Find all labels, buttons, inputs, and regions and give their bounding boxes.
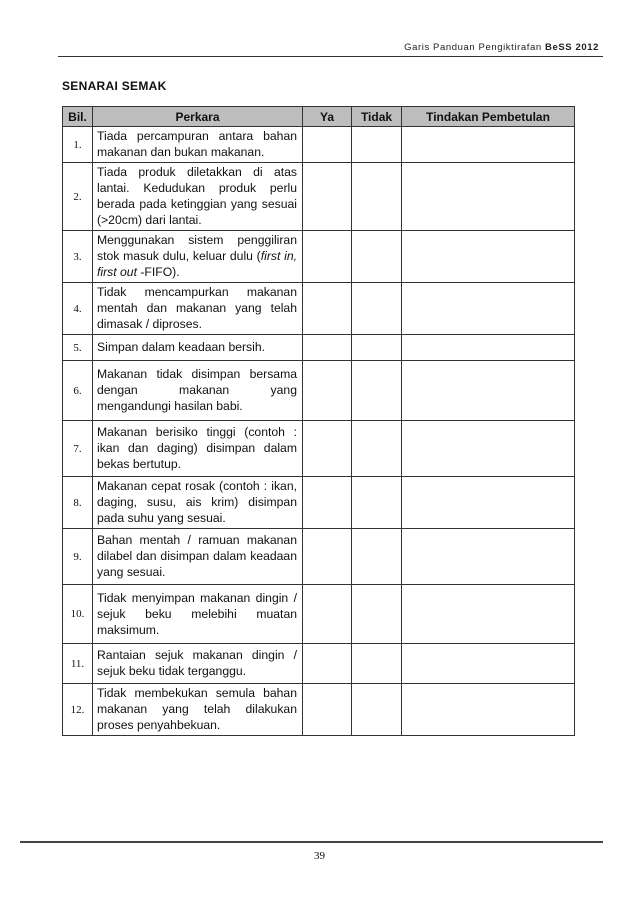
row-number: 3. bbox=[63, 231, 93, 283]
row-item-text: Tidak menyimpan makanan dingin / sejuk beku melebihi muatan maksimum. bbox=[93, 585, 303, 644]
footer-divider bbox=[20, 841, 603, 843]
tindakan-cell[interactable] bbox=[402, 684, 575, 736]
row-item-text: Makanan cepat rosak (contoh : ikan, daging, susu, ais krim) disimpan pada suhu yang sesuai. bbox=[93, 477, 303, 529]
tindakan-cell[interactable] bbox=[402, 529, 575, 585]
row-number: 7. bbox=[63, 421, 93, 477]
row-item-text: Simpan dalam keadaan bersih. bbox=[93, 335, 303, 361]
table-row bbox=[63, 477, 575, 529]
column-header-tidak: Tidak bbox=[352, 107, 402, 127]
row-number: 12. bbox=[63, 684, 93, 736]
tidak-cell[interactable] bbox=[352, 684, 402, 736]
tidak-cell[interactable] bbox=[352, 585, 402, 644]
tidak-cell[interactable] bbox=[352, 231, 402, 283]
table-row bbox=[63, 283, 575, 335]
header-title: Garis Panduan Pengiktirafan bbox=[404, 42, 545, 53]
row-number: 10. bbox=[63, 585, 93, 644]
ya-cell[interactable] bbox=[303, 283, 352, 335]
table-row bbox=[63, 163, 575, 231]
header-divider bbox=[58, 56, 603, 57]
row-number: 9. bbox=[63, 529, 93, 585]
tidak-cell[interactable] bbox=[352, 529, 402, 585]
table-row bbox=[63, 127, 575, 163]
page-number: 39 bbox=[314, 850, 325, 862]
tindakan-cell[interactable] bbox=[402, 335, 575, 361]
tindakan-cell[interactable] bbox=[402, 231, 575, 283]
table-row bbox=[63, 684, 575, 736]
row-item-text: Tidak membekukan semula bahan makanan yang telah dilakukan proses penyahbekuan. bbox=[93, 684, 303, 736]
tindakan-cell[interactable] bbox=[402, 361, 575, 421]
row-number: 11. bbox=[63, 644, 93, 684]
ya-cell[interactable] bbox=[303, 163, 352, 231]
row-number: 4. bbox=[63, 283, 93, 335]
ya-cell[interactable] bbox=[303, 684, 352, 736]
document-header bbox=[404, 42, 599, 53]
section-title: SENARAI SEMAK bbox=[62, 79, 167, 93]
ya-cell[interactable] bbox=[303, 361, 352, 421]
header-badge: BeSS 2012 bbox=[545, 42, 599, 53]
tidak-cell[interactable] bbox=[352, 163, 402, 231]
tindakan-cell[interactable] bbox=[402, 585, 575, 644]
tidak-cell[interactable] bbox=[352, 283, 402, 335]
ya-cell[interactable] bbox=[303, 585, 352, 644]
row-item-text: Makanan berisiko tinggi (contoh : ikan dan daging) disimpan dalam bekas bertutup. bbox=[93, 421, 303, 477]
row-item-text: Tiada percampuran antara bahan makanan dan bukan makanan. bbox=[93, 127, 303, 163]
table-row bbox=[63, 335, 575, 361]
ya-cell[interactable] bbox=[303, 335, 352, 361]
row-item-text: Makanan tidak disimpan bersama dengan makanan yang mengandungi hasilan babi. bbox=[93, 361, 303, 421]
ya-cell[interactable] bbox=[303, 644, 352, 684]
row-number: 2. bbox=[63, 163, 93, 231]
column-header-perkara: Perkara bbox=[93, 107, 303, 127]
ya-cell[interactable] bbox=[303, 127, 352, 163]
tidak-cell[interactable] bbox=[352, 421, 402, 477]
row-number: 1. bbox=[63, 127, 93, 163]
table-row bbox=[63, 361, 575, 421]
checklist-table bbox=[62, 106, 575, 736]
tidak-cell[interactable] bbox=[352, 335, 402, 361]
tindakan-cell[interactable] bbox=[402, 127, 575, 163]
tidak-cell[interactable] bbox=[352, 477, 402, 529]
row-number: 5. bbox=[63, 335, 93, 361]
tindakan-cell[interactable] bbox=[402, 283, 575, 335]
row-item-text: Tidak mencampurkan makanan mentah dan makanan yang telah dimasak / diproses. bbox=[93, 283, 303, 335]
row-number: 6. bbox=[63, 361, 93, 421]
column-header-bil: Bil. bbox=[63, 107, 93, 127]
tidak-cell[interactable] bbox=[352, 361, 402, 421]
ya-cell[interactable] bbox=[303, 421, 352, 477]
table-row bbox=[63, 644, 575, 684]
tindakan-cell[interactable] bbox=[402, 477, 575, 529]
tidak-cell[interactable] bbox=[352, 127, 402, 163]
table-row bbox=[63, 585, 575, 644]
table-row bbox=[63, 231, 575, 283]
table-row bbox=[63, 529, 575, 585]
column-header-ya: Ya bbox=[303, 107, 352, 127]
row-item-text: Rantaian sejuk makanan dingin / sejuk beku tidak terganggu. bbox=[93, 644, 303, 684]
tidak-cell[interactable] bbox=[352, 644, 402, 684]
row-number: 8. bbox=[63, 477, 93, 529]
tindakan-cell[interactable] bbox=[402, 421, 575, 477]
ya-cell[interactable] bbox=[303, 231, 352, 283]
tindakan-cell[interactable] bbox=[402, 163, 575, 231]
tindakan-cell[interactable] bbox=[402, 644, 575, 684]
column-header-tindakan: Tindakan Pembetulan bbox=[402, 107, 575, 127]
row-item-text: Tiada produk diletakkan di atas lantai. Kedudukan produk perlu berada pada ketinggian yang sesuai (>20cm) dari lantai. bbox=[93, 163, 303, 231]
ya-cell[interactable] bbox=[303, 477, 352, 529]
ya-cell[interactable] bbox=[303, 529, 352, 585]
table-row bbox=[63, 421, 575, 477]
table-header-row bbox=[63, 107, 575, 127]
row-item-text: Menggunakan sistem penggiliran stok masuk dulu, keluar dulu (first in, first out -FIFO). bbox=[93, 231, 303, 283]
row-item-text: Bahan mentah / ramuan makanan dilabel dan disimpan dalam keadaan yang sesuai. bbox=[93, 529, 303, 585]
